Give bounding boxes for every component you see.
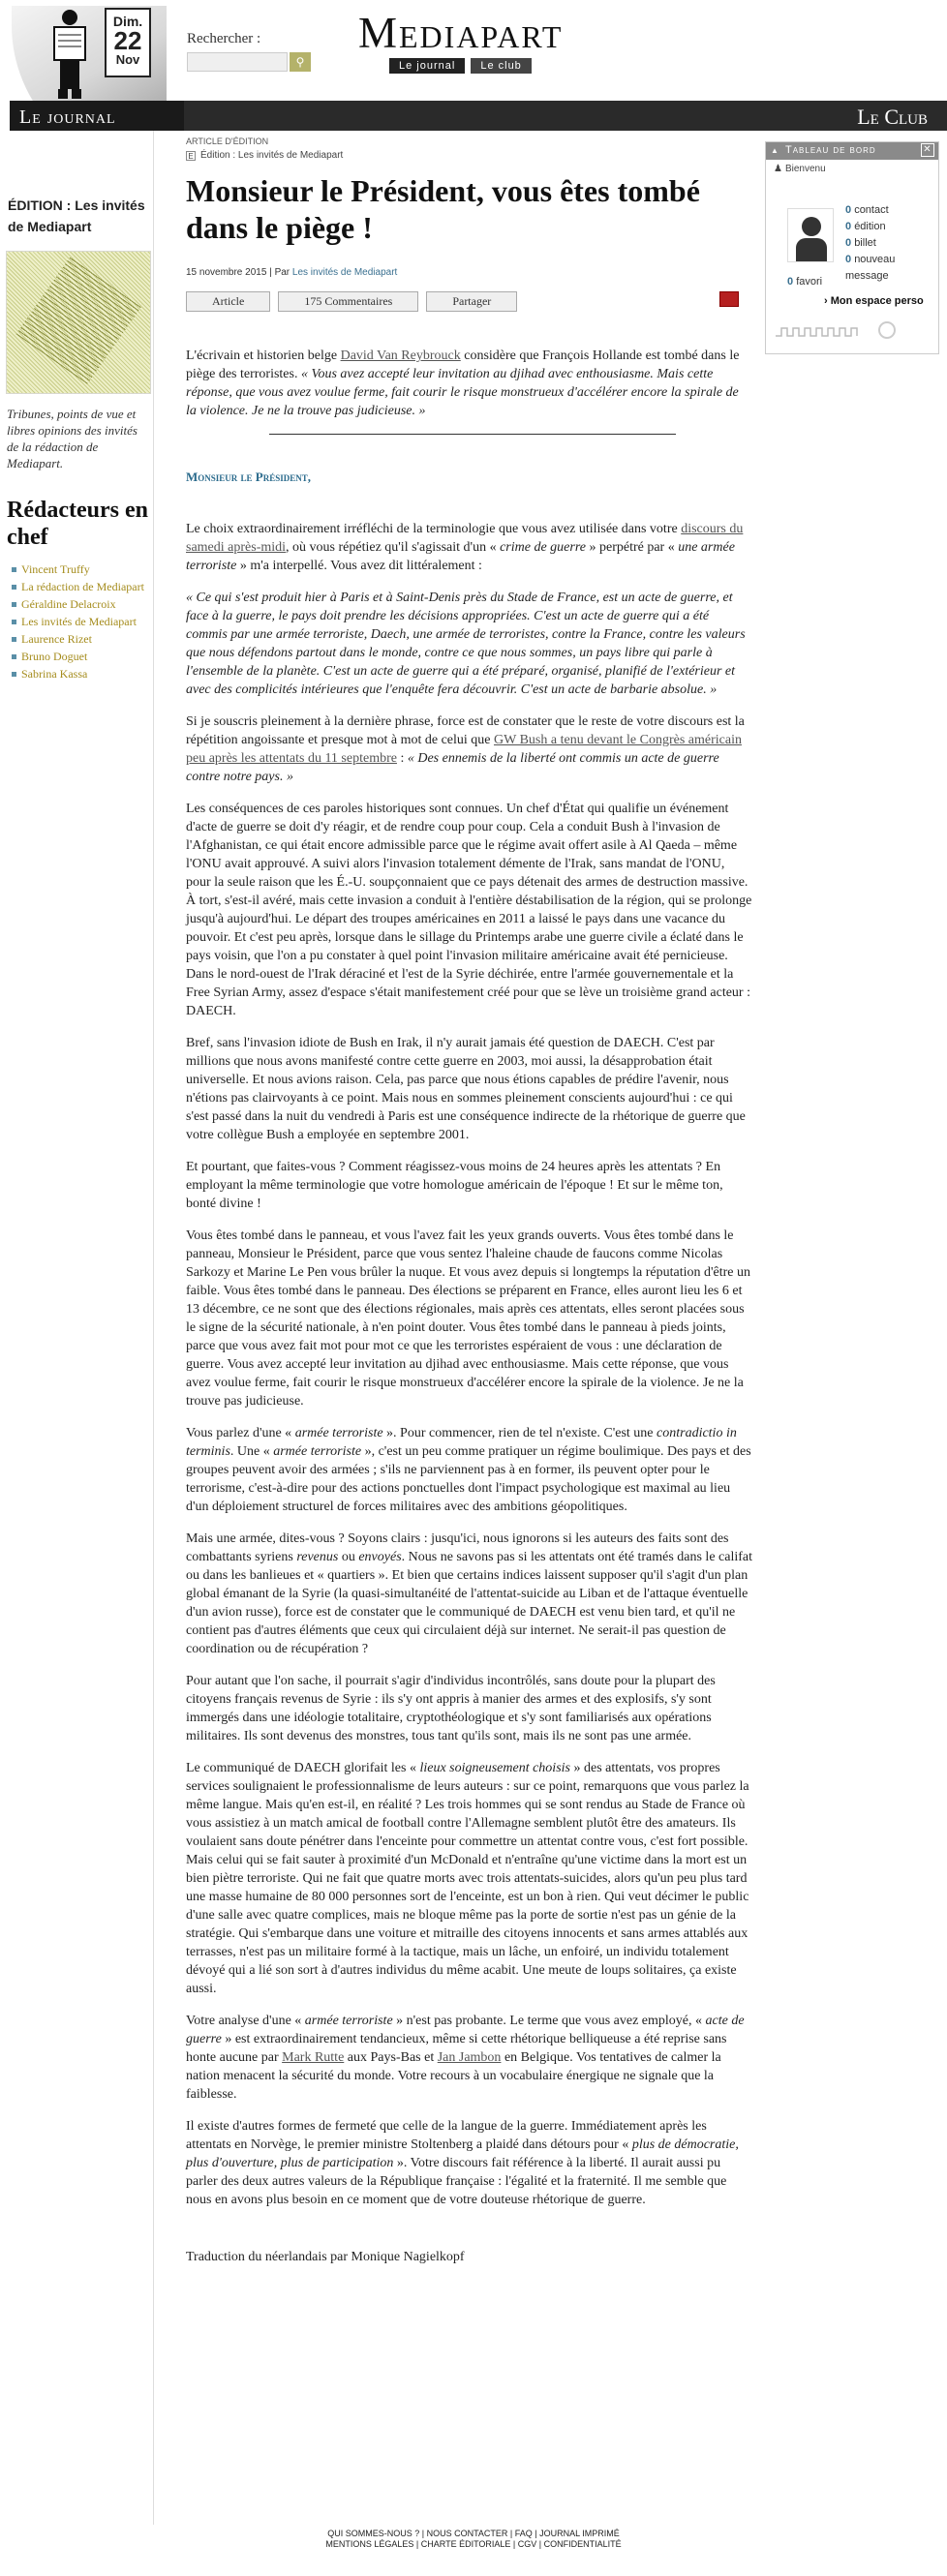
lead-quote: « Vous avez accepté leur invitation au djihad avec enthousiasme. Mais cette réponse, que vous avez voulue ferme, fait courir le risque monstrueux d'accélérer encore la spirale de la violence. Je ne la trouve pas judicieuse. »: [186, 367, 739, 418]
redac-item[interactable]: Vincent Truffy: [21, 561, 149, 578]
dashboard-widget: [765, 141, 939, 354]
edition-prefix: ÉDITION :: [8, 197, 72, 213]
text-italic: armée terroriste: [304, 2014, 393, 2028]
bush-link[interactable]: GW Bush a tenu devant le Congrès américain peu après les attentats du 11 septembre: [186, 733, 742, 766]
lead-link[interactable]: David Van Reybrouck: [340, 349, 461, 363]
arrow-icon: ›: [824, 295, 828, 307]
paragraph: [186, 2012, 752, 2104]
stat-label: favori: [796, 276, 823, 288]
text: ». Votre discours fait référence à la liberté. Il aurait aussi pu parler des deux autres valeurs de la République française : l'égalité et la fraternité. Il me semble que nous en avons plus besoin en ce moment que de votre douteuse rhétorique de guerre.: [186, 2156, 727, 2207]
stat-favoris[interactable]: [787, 276, 822, 288]
redac-item[interactable]: La rédaction de Mediapart: [21, 578, 149, 595]
edition-image: [6, 251, 151, 394]
speech-link[interactable]: discours du samedi après-midi: [186, 522, 744, 555]
text: » est extraordinairement tendancieux, même si cette rhétorique belliqueuse a été reprise sans honte aucune par: [186, 2032, 727, 2065]
text-italic: « Des ennemis de la liberté ont commis un acte de guerre contre notre pays. »: [186, 751, 719, 784]
text: ou: [338, 1550, 359, 1564]
article-title: Monsieur le Président, vous êtes tombé dans le piège !: [186, 173, 700, 245]
stat-billets[interactable]: [845, 235, 938, 252]
paragraph: Les conséquences de ces paroles historiques sont connues. Un chef d'État qui qualifie un événement d'acte de guerre se doit d'y réagir, et de rendre coup pour coup. Cela a conduit Bush à l'invasion de l'Afghanistan, ce qui était encore admissible parce que le régime avait offert asile à Al Qaeda – même l'ONU avait approuvé. A suivi alors l'invasion totalement démente de l'Irak, sans mandat de l'ONU, pour la seule raison que les É.-U. soupçonnaient que ce pays détenait des armes de destruction massive. À tort, s'est-il avéré, mais cette invasion a conduit à l'entière déstabilisation de la région, qui se prolonge jusqu'à aujourd'hui. Le départ des troupes américaines en 2011 a laissé le pays dans une vacance du pouvoir. Et c'est peu après, lorsque dans le sillage du Printemps arabe une guerre civile a éclaté dans le pays voisin, que l'on a pu constater à quel point l'invasion militaire américaine avait été pernicieuse. Dans le nord-ouest de l'Irak déraciné et l'est de la Syrie déchirée, entre l'armée gouvernementale et la Free Syrian Army, assez d'espace s'était manifestement créé pour que se lève un troisième grand acteur : DAECH.: [186, 802, 752, 1018]
text: » n'est pas probante. Le terme que vous avez employé, «: [392, 2014, 706, 2028]
text-italic: contradictio in terminis: [186, 1426, 737, 1459]
edition-breadcrumb: [186, 150, 752, 161]
sidebar: [4, 131, 154, 2525]
stat-messages[interactable]: [845, 252, 938, 285]
salutation: Monsieur le Président,: [186, 470, 311, 484]
text-italic: acte de guerre: [186, 2014, 745, 2046]
tab-journal[interactable]: Le journal: [389, 58, 465, 74]
search-form: [187, 52, 311, 72]
stat-value: 0: [845, 204, 852, 216]
edition-name[interactable]: Les invités de Mediapart: [8, 197, 145, 234]
paragraph: Bref, sans l'invasion idiote de Bush en Irak, il n'y aurait jamais été question de DAECH. C'est par millions que nous avons manifesté contre cette guerre en 2003, moi aussi, la désapprobation était universelle. Et nous avions raison. Cela, pas parce que nous étions capables de prédire l'avenir, nous n'étions pas clairvoyants à ce point. Mais nous en sommes pleinement conscients aujourd'hui : ce qui s'est passé dans la nuit du vendredi à Paris est une conséquence indirecte de la rhétorique de guerre que votre collègue Bush a employée en septembre 2001.: [186, 1036, 746, 1142]
redac-item[interactable]: Géraldine Delacroix: [21, 595, 149, 613]
footer-line-2[interactable]: MENTIONS LÉGALES | CHARTE ÉDITORIALE | CGV | CONFIDENTIALITÉ: [325, 2539, 622, 2549]
text: Mais une armée, dites-vous ? Soyons clairs : jusqu'ici, nous ignorons si les auteurs des faits sont des combattants syriens: [186, 1531, 729, 1564]
redac-item[interactable]: Sabrina Kassa: [21, 665, 149, 682]
search-label: Rechercher :: [187, 31, 261, 46]
stat-value: 0: [845, 237, 852, 249]
date-badge: [105, 8, 151, 77]
brand-logo[interactable]: Mediapart: [358, 9, 564, 57]
text: Le choix extraordinairement irréfléchi de la terminologie que vous avez utilisée dans votre: [186, 522, 682, 536]
text-italic: armée terroriste: [273, 1444, 362, 1459]
paragraph: Et pourtant, que faites-vous ? Comment réagissez-vous moins de 24 heures après les attentats ? En employant la même terminologie que votre homologue américain de l'époque ! Et sur le même ton, bonté divine !: [186, 1160, 723, 1211]
text: , où vous répétiez qu'il s'agissait d'un «: [286, 540, 501, 555]
edition-breadcrumb-text[interactable]: Édition : Les invités de Mediapart: [200, 150, 344, 161]
lead-text: L'écrivain et historien belge: [186, 349, 341, 363]
text: », c'est un peu comme pratiquer un régime boulimique. Des pays et des groupes peuvent avoir des armées ; s'ils ne parviennent pas à en former, ils peuvent opter pour le terrorisme, c'est-à-dire pour des actions ponctuelles dont l'impact psychologique est maximal au lieu d'un déploiement structurel de forces militaires avec des ambitions géopolitiques.: [186, 1444, 751, 1514]
avatar[interactable]: [787, 208, 834, 262]
text-italic: plus de démocratie, plus d'ouverture, plus de participation: [186, 2137, 739, 2170]
stat-label: nouveau message: [845, 254, 896, 282]
journal-corner[interactable]: [0, 0, 184, 131]
text: » perpétré par «: [585, 540, 679, 555]
dashboard-user: [766, 160, 938, 178]
section-tabs: [389, 58, 532, 74]
paragraph: [186, 1530, 752, 1658]
paragraph: [186, 2117, 752, 2209]
paragraph: [186, 712, 752, 786]
paragraph: [186, 1759, 752, 1998]
redac-item[interactable]: Les invités de Mediapart: [21, 613, 149, 630]
paragraph: Vous êtes tombé dans le panneau, et vous l'avez fait les yeux grands ouverts. Vous êtes tombé dans le panneau, Monsieur le Président, parce que vous sentez l'haleine chaude de faucons comme Nicolas Sarkozy et Marine Le Pen vous brûler la nuque. Et vous avez depuis si longtemps la réputation d'être un faible. Vous êtes tombé dans le panneau. Des élections se préparent en France, elles auront lieu les 6 et 13 décembre, ce ne sont que des élections régionales, mais après ces attentats, elles seront placées sous le signe de la sécurité nationale, à n'en point douter. Vous êtes tombé dans le panneau à pieds joints, parce que vous avez fait mot pour mot ce que les terroristes espéraient de vous : une déclaration de guerre. Vous avez accepté leur invitation au djihad avec enthousiasme. Mais cette réponse, que vous avez voulue ferme, fait courir le risque monstrueux d'accélérer encore la spirale de la violence. Je ne la trouve pas judicieuse.: [186, 1228, 750, 1409]
personal-space-label: Mon espace perso: [830, 295, 924, 307]
author-link[interactable]: Les invités de Mediapart: [291, 267, 398, 278]
paragraph: [186, 1424, 752, 1516]
article-meta: [186, 267, 752, 278]
text: Il existe d'autres formes de fermeté que celle de la langue de la guerre. Immédiatement après les attentats en Norvège, le premier ministre Stoltenberg a plaidé dans détours pour «: [186, 2119, 707, 2152]
stat-label: édition: [854, 221, 886, 232]
text: :: [396, 751, 408, 766]
text: » des attentats, vos propres services soulignaient le professionnalisme de leurs auteurs : sur ce point, remarquons que vous parlez la même langue. Mais qu'en est-il, en réalité ? Les trois hommes qui se sont rendus au Stade de France où vous assistiez à un match amical de football contre l'Allemagne semblent plutôt être des amateurs. Ils voulaient sans doute pénétrer dans l'enceinte pour commettre un attentat contre vous, c'est fort possible. Mais celui qui se fait sauter à proximité d'un McDonald et n'entraîne qu'une victime dans la mort est un bien piètre terroriste. Qui ne fait que quatre morts avec trois attentats-suicides, alors qu'un peu plus tard une masse humaine de 80 000 personnes sort de l'enceinte, est un bon à rien. Qui veut décimer le public d'une salle avec quatre complices, mais ne bloque même pas la porte de sortie n'est pas un génie de la stratégie. Qui s'embarque dans une voiture et mitraille des citoyens innocents et sans armes attablés aux terrasses, n'est pas un militaire formé à la tactique, mais un lâche, un enfoiré, un individu totalement dévoyé qui a lié son sort à d'autres individus du même acabit. Une meute de loups solitaires, ça existe aussi.: [186, 1761, 749, 1996]
dashboard-header: [766, 142, 938, 160]
text: Le communiqué de DAECH glorifait les «: [186, 1761, 420, 1775]
redac-title: Rédacteurs en chef: [7, 498, 148, 550]
stat-value: 0: [845, 254, 852, 265]
print-icon[interactable]: [719, 291, 739, 307]
date-day: Dim.: [112, 14, 143, 29]
rutte-link[interactable]: Mark Rutte: [282, 2050, 345, 2065]
text: Si je souscris pleinement à la dernière phrase, force est de constater que le reste de votre discours est la répétition angoissante et presque mot à mot de celui que: [186, 714, 745, 747]
personal-space-link[interactable]: [824, 295, 924, 307]
dashboard-title: Tableau de bord: [785, 144, 876, 156]
date-month: Nov: [115, 52, 140, 67]
stat-label: contact: [854, 204, 889, 216]
close-icon[interactable]: ✕: [921, 143, 934, 157]
tab-club[interactable]: Le club: [471, 58, 531, 74]
search-input[interactable]: [187, 52, 288, 72]
text: en Belgique. Vos tentatives de calmer la nation menacent la sécurité du monde. Votre recours à un vocabulaire énergique ne signale que la faiblesse.: [186, 2050, 721, 2102]
quote-block: « Ce qui s'est produit hier à Paris et à Saint-Denis près du Stade de France, est un acte de guerre, et face à la guerre, le pays doit prendre les décisions appropriées. C'est un acte de guerre qui a été commis par une armée terroriste, Daech, une armée de terroristes, contre la France, contre les valeurs que nous défendons partout dans le monde, contre ce que nous sommes, un pays libre qui parle à l'ensemble de la planète. C'est un acte de guerre qui a été préparé, organisé, planifié de l'extérieur et avec des complicités intérieures que l'enquête fera découvrir. C'est un acte de barbarie absolue. »: [186, 591, 746, 697]
search-button[interactable]: [290, 52, 311, 72]
text-italic: lieux soigneusement choisis: [419, 1761, 570, 1775]
divider: [269, 434, 676, 435]
redac-list: [4, 551, 153, 682]
by-label: | Par: [269, 267, 290, 278]
paragraph: Pour autant que l'on sache, il pourrait s'agir d'individus incontrôlés, sans doute pour la plupart des citoyens français revenus de Syrie : ils s'y ont appris à manier des armes et des explosifs, s'y sont immergés dans une idéologie totalitaire, cryptothéologique et s'y sont familiarisés aux opérations militaires. Ils sont devenus des monstres, tous tant qu'ils sont, mais ils ne sont pas une armée.: [186, 1674, 716, 1743]
stat-label: billet: [854, 237, 876, 249]
search-icon: ⚲: [295, 55, 305, 69]
paragraph: [186, 520, 752, 575]
decorative-wave-icon: [776, 317, 901, 346]
edition-description: Tribunes, points de vue et libres opinions des invités de la rédaction de Mediapart.: [7, 407, 137, 470]
newspaper-reader-icon: [41, 8, 99, 101]
footer-line-1[interactable]: QUI SOMMES-NOUS ? | NOUS CONTACTER | FAQ | JOURNAL IMPRIMÉ: [327, 2529, 620, 2538]
stat-editions[interactable]: [845, 219, 938, 235]
text: Vous parlez d'une «: [186, 1426, 295, 1440]
collapse-arrow-icon[interactable]: ▲: [771, 146, 779, 155]
lead-text: considère que François Hollande est tombé dans le piège des terroristes.: [186, 349, 740, 381]
text-italic: une armée terroriste: [186, 540, 735, 573]
tab-comments[interactable]: 175 Commentaires: [278, 291, 418, 312]
translation-credit: Traduction du néerlandais par Monique Nagielkopf: [186, 2250, 465, 2264]
article-tabs: [186, 291, 752, 312]
edition-icon: E: [186, 151, 196, 161]
jambon-link[interactable]: Jan Jambon: [437, 2050, 502, 2065]
redac-item[interactable]: Bruno Doguet: [21, 648, 149, 665]
date-number: 22: [113, 26, 142, 55]
edition-info: [4, 131, 153, 237]
text-italic: armée terroriste: [294, 1426, 383, 1440]
article-date: 15 novembre 2015: [186, 267, 267, 278]
text: . Nous ne savons pas si les attentats ont été tramés dans le califat ou dans les banlieues et « quartiers ». Et bien que certains indices laissent supposer qu'il s'agit d'un plan global émanant de la Syrie (la quasi-simultanéité de l'attentat-suicide au Liban et de l'attaque éventuelle d'un avion russe), force est de constater que le communiqué de DAECH est venu bien tard, et qu'il ne contient pas d'autres éléments que ceux qui circulaient déjà sur internet. Ne serait-il pas question de coordination ou de récupération ?: [186, 1550, 753, 1656]
user-icon: ♟: [774, 164, 782, 174]
footer: [0, 2529, 947, 2550]
text: ». Pour commencer, rien de tel n'existe. C'est une: [382, 1426, 657, 1440]
text: aux Pays-Bas et: [344, 2050, 438, 2065]
text-italic: crime de guerre: [500, 540, 586, 555]
journal-link[interactable]: Le journal: [19, 106, 116, 128]
site-header: [0, 0, 947, 131]
text-italic: revenus: [296, 1550, 339, 1564]
text: Votre analyse d'une «: [186, 2014, 305, 2028]
article: [186, 131, 752, 2266]
stat-contacts[interactable]: [845, 202, 938, 219]
tab-share[interactable]: Partager: [426, 291, 517, 312]
tab-article[interactable]: Article: [186, 291, 270, 312]
text: » m'a interpellé. Vous avez dit littéralement :: [236, 559, 482, 573]
club-bar: [184, 101, 947, 131]
article-lead: [186, 347, 752, 420]
redac-item[interactable]: Laurence Rizet: [21, 630, 149, 648]
stat-value: 0: [845, 221, 852, 232]
dashboard-stats: [845, 202, 938, 285]
text-italic: envoyés: [358, 1550, 402, 1564]
text: . Une «: [229, 1444, 274, 1459]
club-title[interactable]: Le Club: [857, 105, 928, 129]
stat-value: 0: [787, 276, 794, 288]
breadcrumb: ARTICLE D'ÉDITION: [186, 136, 269, 146]
welcome-text: Bienvenu: [784, 164, 826, 174]
